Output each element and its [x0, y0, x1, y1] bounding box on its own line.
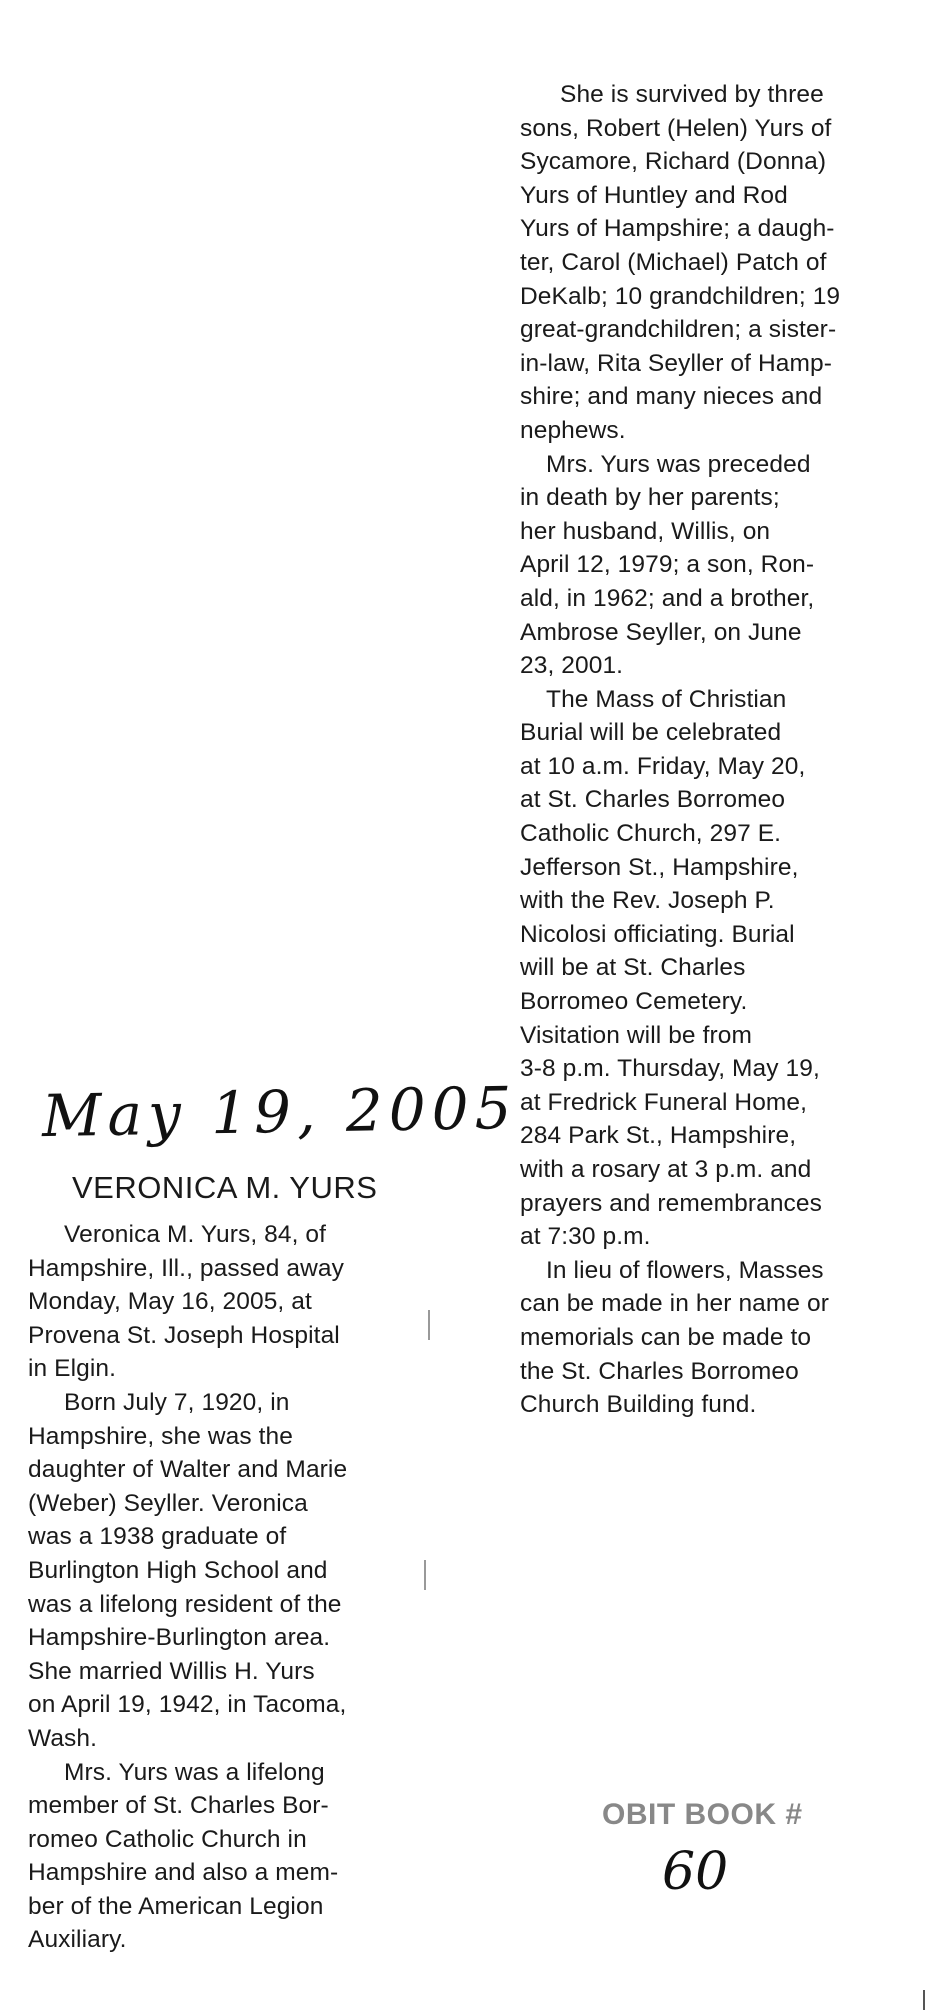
- obituary-left-column: [28, 1218, 428, 1957]
- membership-paragraph: Mrs. Yurs was a lifelong member of St. Charles Bor- romeo Catholic Church in Hampshire and also a mem- ber of the American Legion Auxiliary.: [28, 1758, 339, 1954]
- survivors-paragraph: She is survived by three sons, Robert (Helen) Yurs of Sycamore, Richard (Donna) Yurs of Huntley and Rod Yurs of Hampshire; a daugh- ter, Carol (Michael) Patch of DeKalb; 10 grandchildren; 19 great-grandchildren; a sister- in-law, Rita Seyller of Hamp- shire; and many nieces and nephews.: [520, 81, 841, 444]
- scan-edge-mark: [923, 1990, 925, 2010]
- scan-edge-mark: [428, 1310, 430, 1340]
- handwritten-book-number: 60: [662, 1842, 729, 1902]
- obituary-right-column: [520, 78, 920, 1422]
- scan-edge-mark: [424, 1560, 426, 1590]
- memorials-paragraph: In lieu of flowers, Masses can be made in her name or memorials can be made to the St. Charles Borromeo Church Building fund.: [520, 1256, 830, 1419]
- obituary-title: VERONICA M. YURS: [72, 1170, 378, 1205]
- biography-paragraph: Born July 7, 1920, in Hampshire, she was the daughter of Walter and Marie (Weber) Seyller. Veronica was a 1938 graduate of Burlington High School and was a lifelong resident of the Hampshire-Burlington area. She married Willis H. Yurs on April 19, 1942, in Tacoma, Wash.: [28, 1388, 348, 1752]
- handwritten-date: May 19, 2005: [41, 1073, 519, 1151]
- preceded-paragraph: Mrs. Yurs was preceded in death by her parents; her husband, Willis, on April 12, 1979; a son, Ron- ald, in 1962; and a brother, Ambrose Seyller, on June 23, 2001.: [520, 450, 815, 680]
- obit-book-stamp: OBIT BOOK #: [602, 1798, 803, 1831]
- services-paragraph: The Mass of Christian Burial will be celebrated at 10 a.m. Friday, May 20, at St. Charles Borromeo Catholic Church, 297 E. Jefferson St., Hampshire, with the Rev. Joseph P. Nicolosi officiating. Burial will be at St. Charles Borromeo Cemetery. Visitation will be from 3-8 p.m. Thursday, May 19, at Fredrick Funeral Home, 284 Park St., Hampshire, with a rosary at 3 p.m. and prayers and remembrances at 7:30 p.m.: [520, 685, 822, 1251]
- death-paragraph: Veronica M. Yurs, 84, of Hampshire, Ill., passed away Monday, May 16, 2005, at Provena St. Joseph Hospital in Elgin.: [28, 1221, 344, 1383]
